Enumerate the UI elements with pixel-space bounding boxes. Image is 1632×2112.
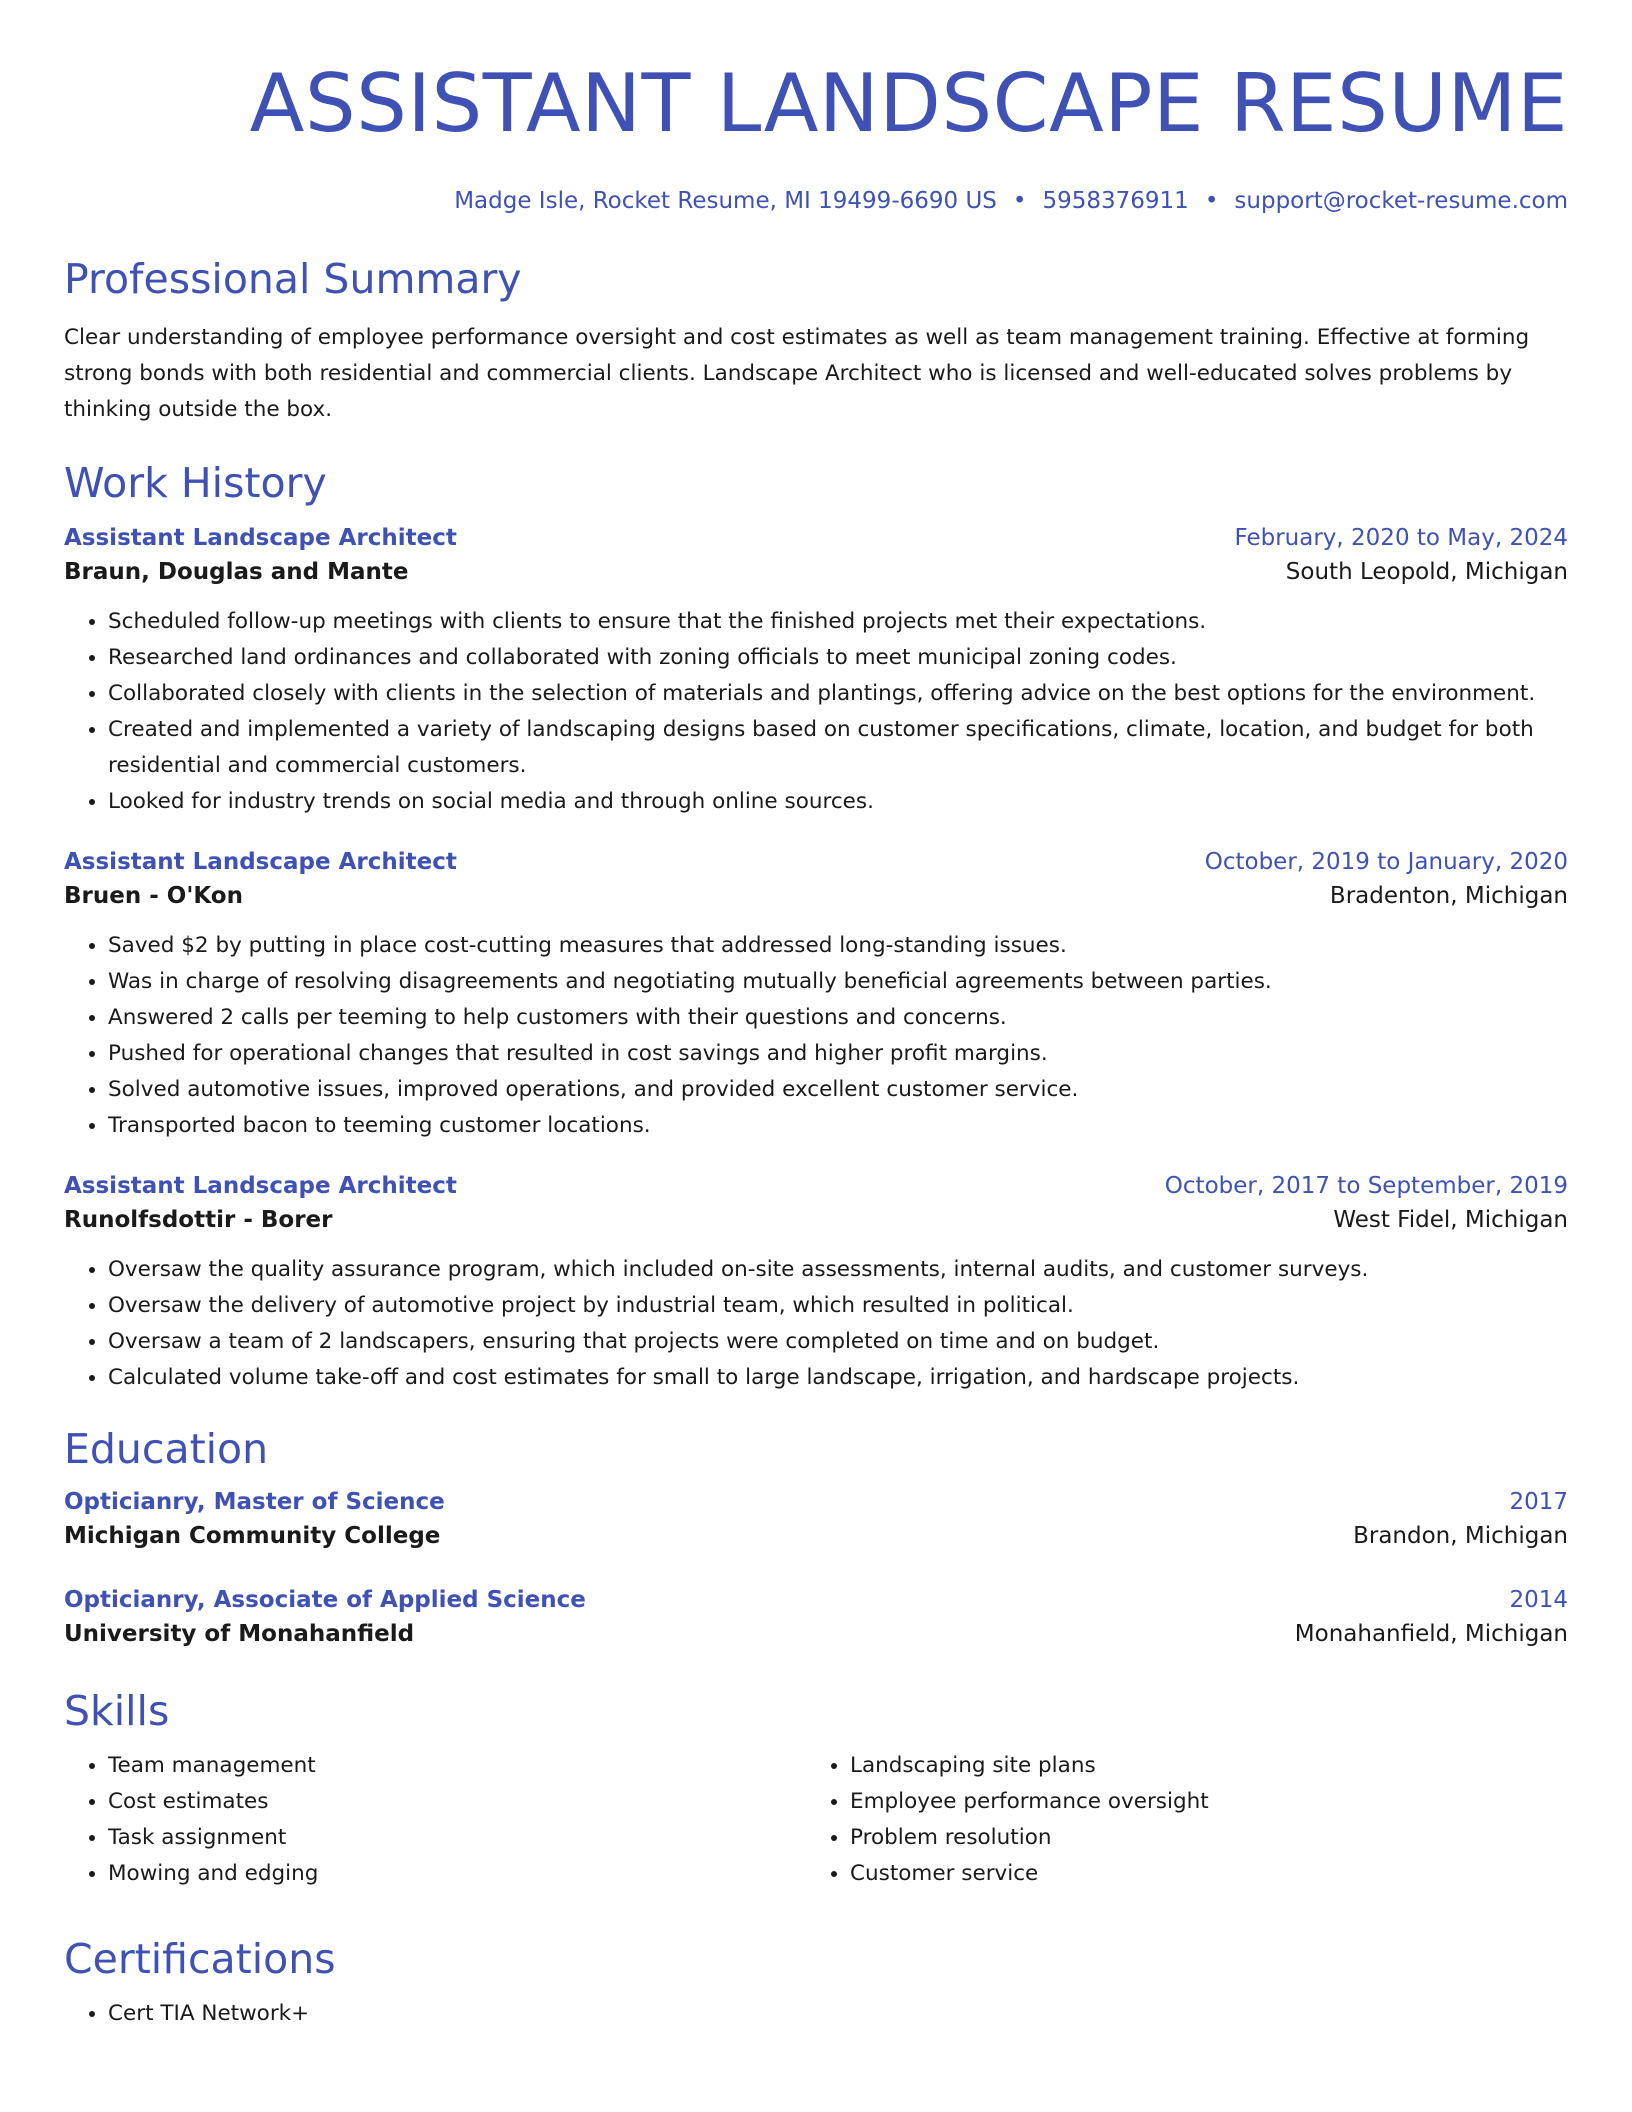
- section-heading-work-history: Work History: [64, 459, 327, 507]
- job-bullet: • Oversaw the delivery of automotive project by industrial team, which resulted in political.: [108, 1288, 1568, 1324]
- job-bullet: • Saved $2 by putting in place cost-cutting measures that addressed long-standing issues.: [108, 928, 1568, 964]
- skill-item: • Customer service: [850, 1856, 1548, 1892]
- job-bullets: [64, 604, 1568, 820]
- contact-line: [64, 186, 1568, 216]
- job-entry: [64, 846, 1568, 1144]
- job-bullet: • Calculated volume take-off and cost estimates for small to large landscape, irrigation, and hardscape projects.: [108, 1360, 1568, 1396]
- job-dates: February, 2020 to May, 2024: [1234, 525, 1568, 551]
- education-entry: [64, 1584, 1568, 1652]
- job-entry: [64, 522, 1568, 820]
- skill-item: • Team management: [108, 1748, 806, 1784]
- contact-separator: •: [1204, 188, 1219, 214]
- job-bullet: • Solved automotive issues, improved operations, and provided excellent customer service.: [108, 1072, 1568, 1108]
- education-school: Michigan Community College: [64, 1523, 441, 1549]
- skill-item: • Mowing and edging: [108, 1856, 806, 1892]
- contact-phone: 5958376911: [1042, 188, 1189, 214]
- section-heading-education: Education: [64, 1425, 269, 1473]
- job-company: Braun, Douglas and Mante: [64, 559, 409, 585]
- skill-item: • Problem resolution: [850, 1820, 1548, 1856]
- job-location: Bradenton, Michigan: [1329, 883, 1568, 909]
- job-company: Bruen - O'Kon: [64, 883, 243, 909]
- job-company: Runolfsdottir - Borer: [64, 1207, 333, 1233]
- skills-column-left: [64, 1748, 806, 1892]
- job-bullet: • Pushed for operational changes that resulted in cost savings and higher profit margins.: [108, 1036, 1568, 1072]
- education-entry: [64, 1486, 1568, 1554]
- job-bullet: • Oversaw the quality assurance program, which included on-site assessments, internal audits, and customer surveys.: [108, 1252, 1568, 1288]
- job-title: Assistant Landscape Architect: [64, 525, 457, 551]
- certification-item: • Cert TIA Network+: [108, 1996, 1568, 2032]
- job-entry: [64, 1170, 1568, 1396]
- skills-column-right: [806, 1748, 1548, 1892]
- skill-item: • Landscaping site plans: [850, 1748, 1548, 1784]
- education-school: University of Monahanfield: [64, 1621, 415, 1647]
- job-bullet: • Looked for industry trends on social media and through online sources.: [108, 784, 1568, 820]
- job-dates: October, 2019 to January, 2020: [1204, 849, 1568, 875]
- education-degree: Opticianry, Master of Science: [64, 1489, 445, 1515]
- skill-item: • Task assignment: [108, 1820, 806, 1856]
- job-bullet: • Created and implemented a variety of landscaping designs based on customer specifications, climate, location, and budget for both residential and commercial customers.: [108, 712, 1568, 784]
- job-bullet: • Transported bacon to teeming customer locations.: [108, 1108, 1568, 1144]
- contact-email: support@rocket-resume.com: [1234, 188, 1568, 214]
- skills-grid: [64, 1748, 1568, 1892]
- education-location: Brandon, Michigan: [1353, 1523, 1568, 1549]
- job-bullet: • Was in charge of resolving disagreements and negotiating mutually beneficial agreements between parties.: [108, 964, 1568, 1000]
- job-title: Assistant Landscape Architect: [64, 1173, 457, 1199]
- education-year: 2014: [1509, 1587, 1568, 1613]
- contact-address: Madge Isle, Rocket Resume, MI 19499-6690 US: [454, 188, 997, 214]
- contact-separator: •: [1012, 188, 1027, 214]
- education-location: Monahanfield, Michigan: [1294, 1621, 1568, 1647]
- job-location: South Leopold, Michigan: [1285, 559, 1568, 585]
- summary-paragraph: Clear understanding of employee performance oversight and cost estimates as well as team management training. Effective at forming strong bonds with both residential and commercial clients. Landscape Architect who is licensed and well-educated solves problems by thinking outside the box.: [64, 325, 1530, 422]
- section-heading-skills: Skills: [64, 1687, 170, 1735]
- job-bullet: • Answered 2 calls per teeming to help customers with their questions and concerns.: [108, 1000, 1568, 1036]
- skill-item: • Employee performance oversight: [850, 1784, 1548, 1820]
- section-heading-certifications: Certifications: [64, 1935, 336, 1983]
- job-location: West Fidel, Michigan: [1333, 1207, 1568, 1233]
- skill-item: • Cost estimates: [108, 1784, 806, 1820]
- job-title: Assistant Landscape Architect: [64, 849, 457, 875]
- education-year: 2017: [1509, 1489, 1568, 1515]
- education-degree: Opticianry, Associate of Applied Science: [64, 1587, 586, 1613]
- resume-title: ASSISTANT LANDSCAPE RESUME: [249, 57, 1568, 150]
- job-bullet: • Collaborated closely with clients in the selection of materials and plantings, offering advice on the best options for the environment.: [108, 676, 1568, 712]
- job-bullet: • Researched land ordinances and collaborated with zoning officials to meet municipal zoning codes.: [108, 640, 1568, 676]
- section-heading-summary: Professional Summary: [64, 255, 522, 303]
- job-bullets: [64, 1252, 1568, 1396]
- job-bullets: [64, 928, 1568, 1144]
- job-bullet: • Oversaw a team of 2 landscapers, ensuring that projects were completed on time and on budget.: [108, 1324, 1568, 1360]
- resume-page: [64, 0, 1568, 2032]
- job-bullet: • Scheduled follow-up meetings with clients to ensure that the finished projects met their expectations.: [108, 604, 1568, 640]
- certifications-list: [64, 1996, 1568, 2032]
- job-dates: October, 2017 to September, 2019: [1164, 1173, 1568, 1199]
